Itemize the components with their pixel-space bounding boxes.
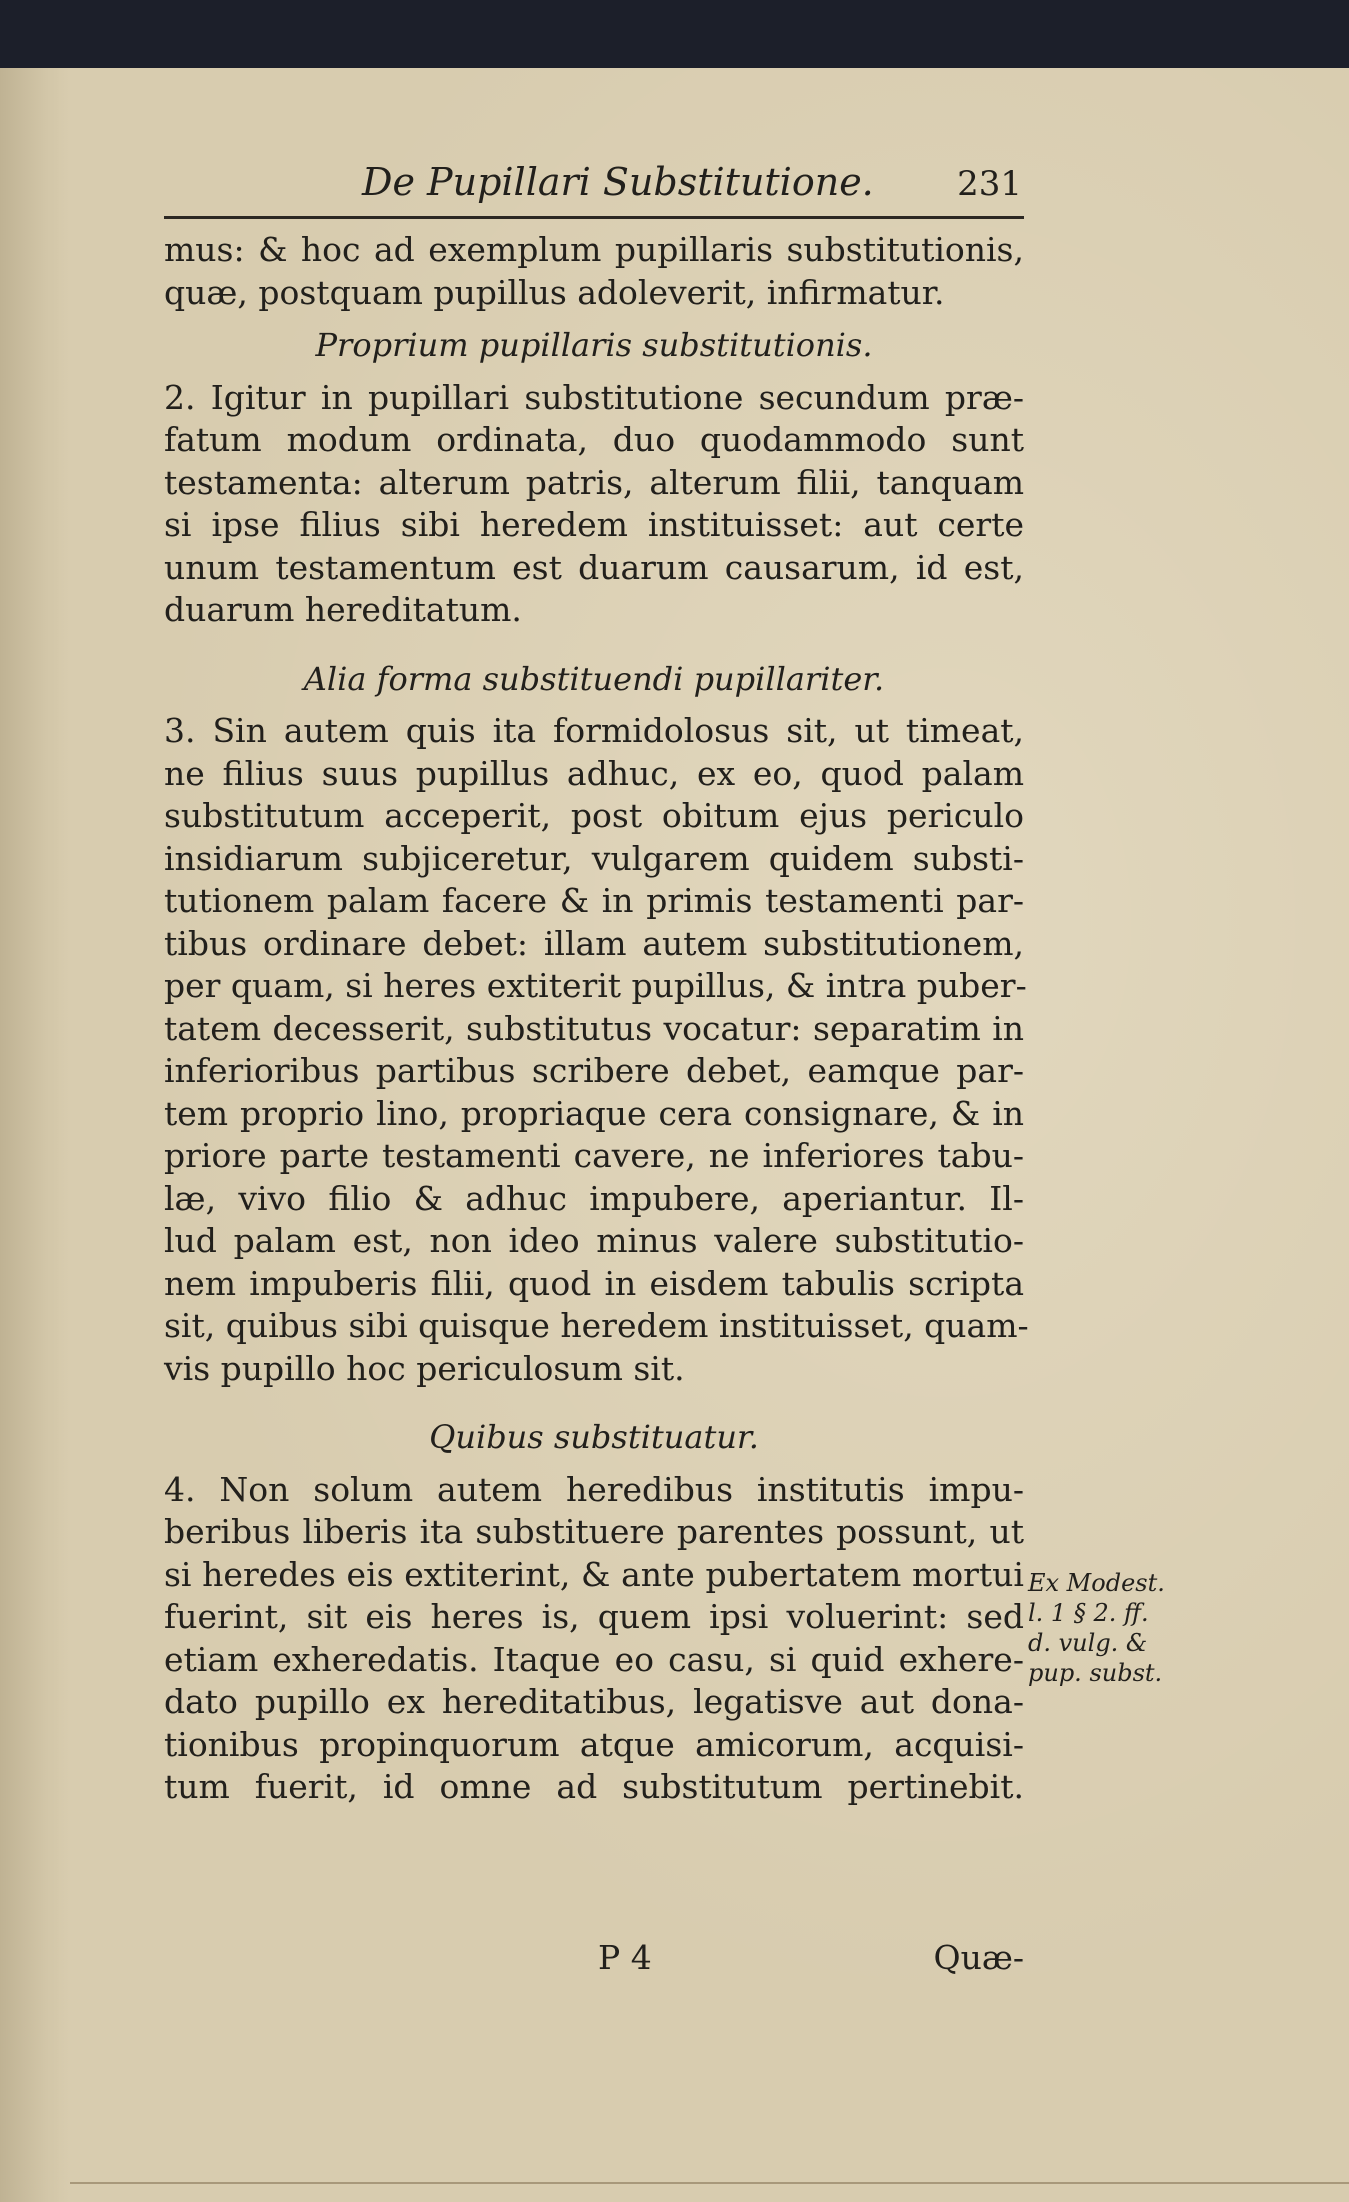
text-line: sit, quibus sibi quisque heredem instituisset, quam- [164,1306,1029,1345]
text-line: vis pupillo hoc periculosum sit. [164,1348,685,1388]
text-line: substitutum acceperit, post obitum ejus periculo [164,796,1024,835]
text-line: fuerint, sit eis heres is, quem ipsi voluerint: sed [164,1597,1024,1636]
text-line: tem proprio lino, propriaque cera consignare, & in [164,1093,1024,1133]
page-footer [164,1938,1024,1977]
page-number: 231 [957,164,1022,204]
text-line: tibus ordinare debet: illam autem substitutionem, [164,923,1024,963]
text-line: 2. Igitur in pupillari substitutione secundum præ- [164,377,1024,417]
page-gutter [0,68,70,2202]
marginal-citation [1028,1568,1178,1688]
section-heading-proprium: Proprium pupillaris substitutionis. [315,326,873,364]
text-line: fatum modum ordinata, duo quodammodo sunt [164,420,1024,459]
paragraph-4 [164,1469,1024,1809]
page-bottom-edge [70,2182,1349,2184]
text-line: quæ, postquam pupillus adoleverit, infirmatur. [164,272,945,312]
text-line: etiam exheredatis. Itaque eo casu, si quid exhere- [164,1639,1024,1679]
section-heading-quibus: Quibus substituatur. [429,1418,759,1456]
margin-line: d. vulg. & [1028,1629,1148,1657]
text-line: tionibus propinquorum atque amicorum, acquisi- [164,1724,1024,1764]
text-line: priore parte testamenti cavere, ne inferiores tabu- [164,1136,1024,1175]
section-heading-alia-forma: Alia forma substituendi pupillariter. [303,659,885,698]
text-line: testamenta: alterum patris, alterum filii, tanquam [164,462,1024,502]
text-line: ne filius suus pupillus adhuc, ex eo, quod palam [164,753,1024,793]
book-page [0,68,1349,2202]
text-line: insidiarum subjiceretur, vulgarem quidem substi- [164,838,1024,878]
running-head [164,158,1024,208]
margin-line: Ex Modest. [1028,1569,1165,1597]
margin-line: pup. subst. [1028,1659,1163,1687]
paragraph-3 [164,710,1029,1390]
text-line: per quam, si heres extiterit pupillus, & intra puber- [164,966,1027,1005]
running-title: De Pupillari Substitutione. [362,160,874,204]
text-line: unum testamentum est duarum causarum, id est, [164,547,1024,587]
text-line: si heredes eis extiterint, & ante pubertatem mortui [164,1554,1024,1594]
text-block [164,158,1029,1809]
intro-paragraph [164,229,1024,314]
text-line: inferioribus partibus scribere debet, eamque par- [164,1051,1024,1090]
text-line: tum fuerit, id omne ad substitutum pertinebit. [164,1767,1024,1806]
paragraph-2 [164,377,1024,632]
text-line: læ, vivo filio & adhuc impubere, aperiantur. Il- [164,1178,1024,1218]
text-line: 4. Non solum autem heredibus institutis impu- [164,1469,1024,1509]
header-rule [164,216,1024,219]
text-line: 3. Sin autem quis ita formidolosus sit, ut timeat, [164,711,1024,750]
text-line: dato pupillo ex hereditatibus, legatisve aut dona- [164,1682,1024,1721]
text-line: mus: & hoc ad exemplum pupillaris substitutionis, [164,230,1024,269]
text-line: tutionem palam facere & in primis testamenti par- [164,881,1024,920]
text-line: si ipse filius sibi heredem instituisset: aut certe [164,505,1024,544]
signature-mark: P 4 [598,1938,652,1977]
text-line: beribus liberis ita substituere parentes possunt, ut [164,1512,1024,1551]
text-line: nem impuberis filii, quod in eisdem tabulis scripta [164,1263,1024,1303]
text-line: duarum hereditatum. [164,590,522,629]
catchword: Quæ- [933,1938,1024,1977]
text-line: lud palam est, non ideo minus valere substitutio- [164,1221,1024,1260]
margin-line: l. 1 § 2. ff. [1028,1599,1149,1627]
text-line: tatem decesserit, substitutus vocatur: separatim in [164,1008,1024,1048]
